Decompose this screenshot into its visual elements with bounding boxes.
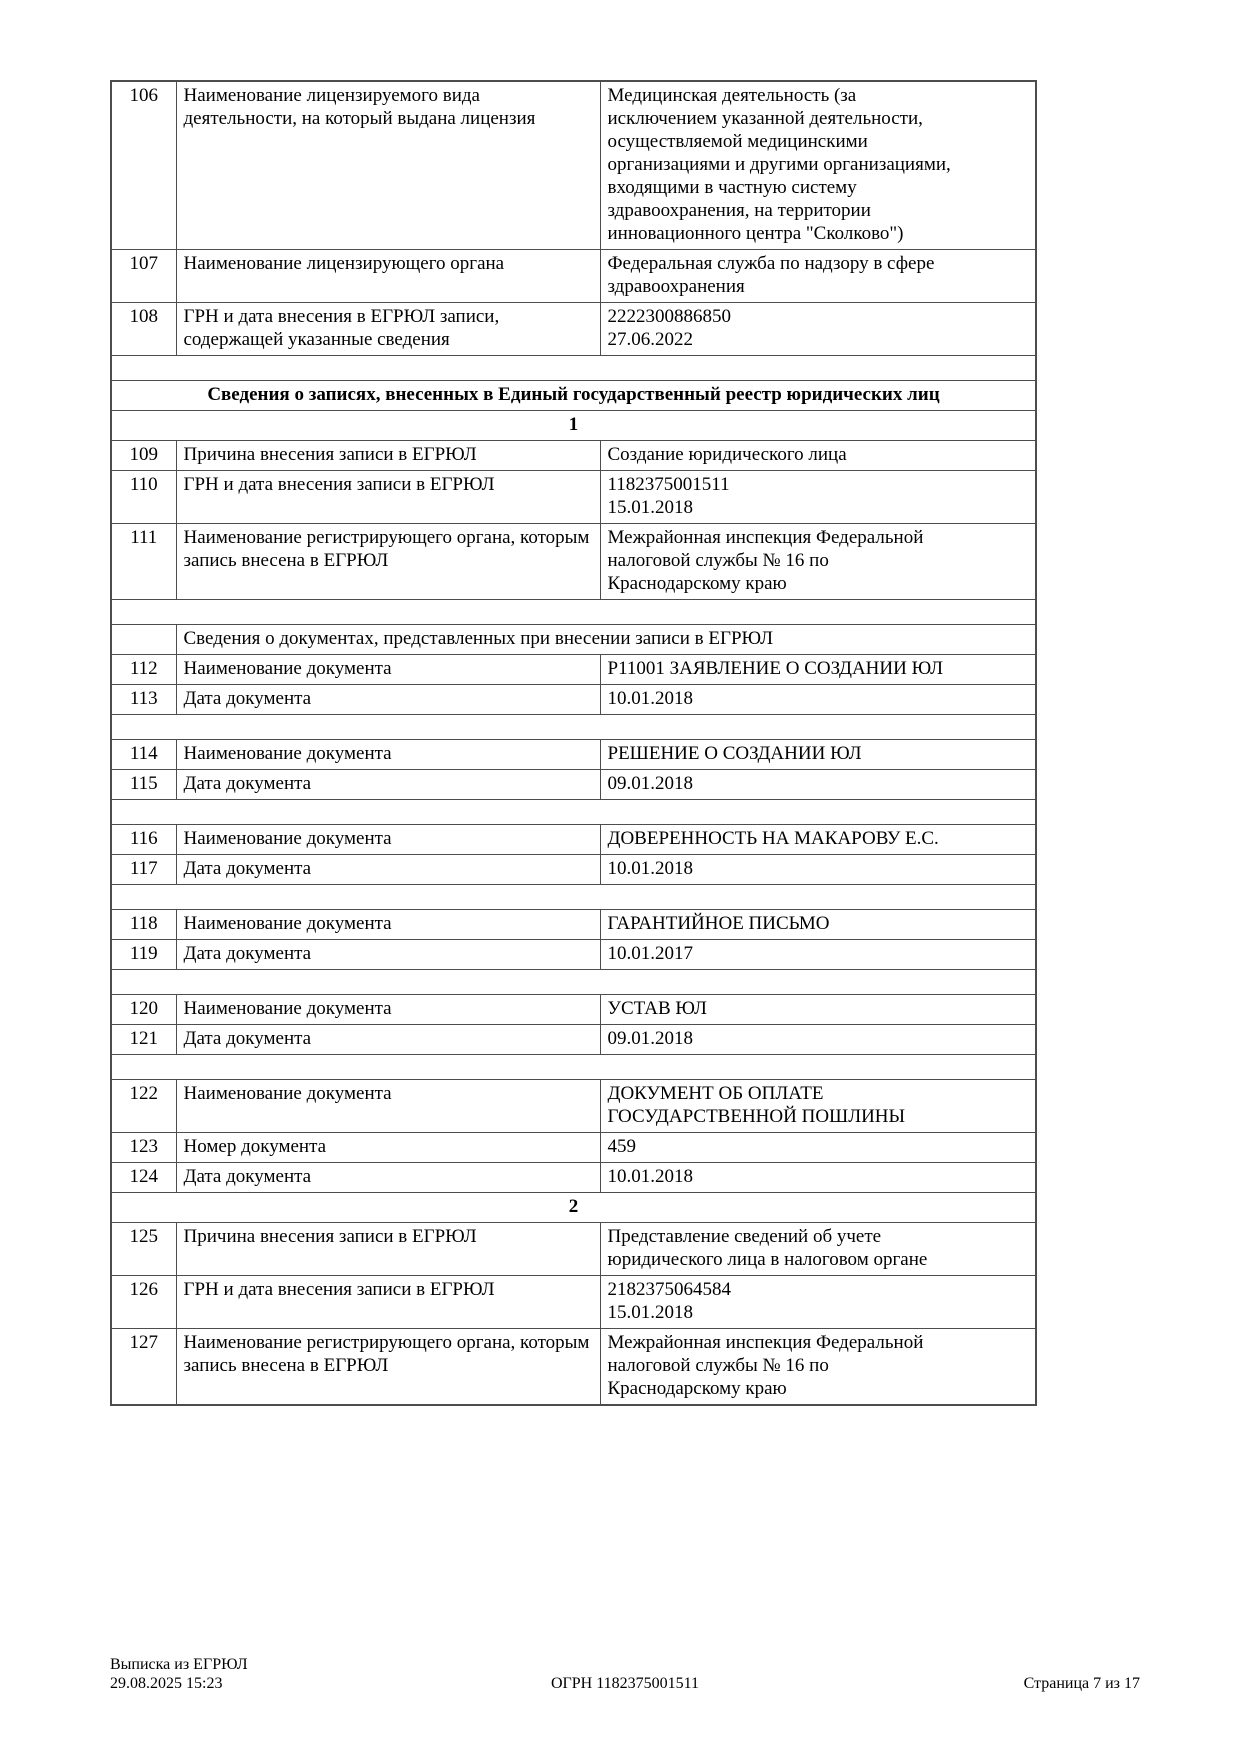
row-number: 123 <box>111 1133 176 1163</box>
row-value: Межрайонная инспекция Федеральной налоговой службы № 16 по Краснодарскому краю <box>600 1329 1036 1406</box>
data-row <box>111 1163 1036 1193</box>
spacer-row <box>111 600 1036 625</box>
row-value: 10.01.2018 <box>600 1163 1036 1193</box>
data-row <box>111 855 1036 885</box>
row-number: 126 <box>111 1276 176 1329</box>
egrul-table-body <box>111 81 1036 1405</box>
row-label: Дата документа <box>176 855 600 885</box>
spacer-row <box>111 1055 1036 1080</box>
group-number: 2 <box>111 1193 1036 1223</box>
data-row <box>111 685 1036 715</box>
spacer-cell <box>111 600 1036 625</box>
row-number: 118 <box>111 910 176 940</box>
row-label: ГРН и дата внесения в ЕГРЮЛ записи, содержащей указанные сведения <box>176 303 600 356</box>
row-label: Дата документа <box>176 685 600 715</box>
row-value: ДОКУМЕНТ ОБ ОПЛАТЕ ГОСУДАРСТВЕННОЙ ПОШЛИНЫ <box>600 1080 1036 1133</box>
spacer-cell <box>111 800 1036 825</box>
row-value: 09.01.2018 <box>600 1025 1036 1055</box>
data-row <box>111 995 1036 1025</box>
row-number: 116 <box>111 825 176 855</box>
row-number: 121 <box>111 1025 176 1055</box>
row-value: 09.01.2018 <box>600 770 1036 800</box>
data-row <box>111 524 1036 600</box>
row-number: 127 <box>111 1329 176 1406</box>
subsection-row <box>111 625 1036 655</box>
group-row <box>111 411 1036 441</box>
row-value: Р11001 ЗАЯВЛЕНИЕ О СОЗДАНИИ ЮЛ <box>600 655 1036 685</box>
row-number: 117 <box>111 855 176 885</box>
row-number: 122 <box>111 1080 176 1133</box>
section-row <box>111 381 1036 411</box>
row-number: 108 <box>111 303 176 356</box>
row-label: Наименование документа <box>176 655 600 685</box>
row-label: Дата документа <box>176 770 600 800</box>
row-value: 10.01.2018 <box>600 685 1036 715</box>
row-label: Наименование документа <box>176 825 600 855</box>
row-number: 110 <box>111 471 176 524</box>
data-row <box>111 303 1036 356</box>
row-label: Причина внесения записи в ЕГРЮЛ <box>176 441 600 471</box>
data-row <box>111 940 1036 970</box>
row-number: 112 <box>111 655 176 685</box>
row-label: ГРН и дата внесения записи в ЕГРЮЛ <box>176 1276 600 1329</box>
row-label: Наименование документа <box>176 740 600 770</box>
data-row <box>111 1025 1036 1055</box>
row-label: Дата документа <box>176 1025 600 1055</box>
row-label: Дата документа <box>176 1163 600 1193</box>
row-label: Наименование лицензируемого вида деятельности, на который выдана лицензия <box>176 81 600 250</box>
row-number: 119 <box>111 940 176 970</box>
row-number: 106 <box>111 81 176 250</box>
footer-left-block <box>110 1655 248 1693</box>
data-row <box>111 655 1036 685</box>
group-number: 1 <box>111 411 1036 441</box>
egrul-table <box>110 80 1037 1406</box>
row-value: Федеральная служба по надзору в сфере здравоохранения <box>600 250 1036 303</box>
data-row <box>111 441 1036 471</box>
row-number: 125 <box>111 1223 176 1276</box>
spacer-row <box>111 885 1036 910</box>
subsection-title: Сведения о документах, представленных при внесении записи в ЕГРЮЛ <box>176 625 1036 655</box>
row-value: Представление сведений об учете юридического лица в налоговом органе <box>600 1223 1036 1276</box>
data-row <box>111 1133 1036 1163</box>
row-number: 114 <box>111 740 176 770</box>
footer-datetime: 29.08.2025 15:23 <box>110 1675 223 1692</box>
spacer-cell <box>111 715 1036 740</box>
data-row <box>111 770 1036 800</box>
data-row <box>111 1329 1036 1406</box>
footer-ogrn: ОГРН 1182375001511 <box>550 1675 700 1692</box>
row-label: Наименование документа <box>176 910 600 940</box>
row-number: 111 <box>111 524 176 600</box>
row-value: Создание юридического лица <box>600 441 1036 471</box>
spacer-cell <box>111 1055 1036 1080</box>
spacer-row <box>111 800 1036 825</box>
row-value: ДОВЕРЕННОСТЬ НА МАКАРОВУ Е.С. <box>600 825 1036 855</box>
spacer-cell <box>111 885 1036 910</box>
row-number: 109 <box>111 441 176 471</box>
data-row <box>111 825 1036 855</box>
row-label: Номер документа <box>176 1133 600 1163</box>
row-value: 2182375064584 15.01.2018 <box>600 1276 1036 1329</box>
footer-page-info: Страница 7 из 17 <box>1023 1675 1140 1692</box>
row-label: Наименование документа <box>176 995 600 1025</box>
spacer-cell <box>111 356 1036 381</box>
row-label: Наименование документа <box>176 1080 600 1133</box>
data-row <box>111 81 1036 250</box>
row-number: 124 <box>111 1163 176 1193</box>
footer <box>110 1655 1140 1715</box>
row-value: 10.01.2017 <box>600 940 1036 970</box>
row-number: 107 <box>111 250 176 303</box>
row-value: 1182375001511 15.01.2018 <box>600 471 1036 524</box>
spacer-row <box>111 356 1036 381</box>
row-label: Наименование регистрирующего органа, которым запись внесена в ЕГРЮЛ <box>176 1329 600 1406</box>
data-row <box>111 471 1036 524</box>
row-value: 459 <box>600 1133 1036 1163</box>
row-label: Причина внесения записи в ЕГРЮЛ <box>176 1223 600 1276</box>
row-label: ГРН и дата внесения записи в ЕГРЮЛ <box>176 471 600 524</box>
row-value: РЕШЕНИЕ О СОЗДАНИИ ЮЛ <box>600 740 1036 770</box>
row-number: 113 <box>111 685 176 715</box>
footer-doc-type: Выписка из ЕГРЮЛ <box>110 1656 248 1673</box>
row-number: 115 <box>111 770 176 800</box>
row-value: Межрайонная инспекция Федеральной налоговой службы № 16 по Краснодарскому краю <box>600 524 1036 600</box>
row-value: УСТАВ ЮЛ <box>600 995 1036 1025</box>
row-label: Наименование лицензирующего органа <box>176 250 600 303</box>
data-row <box>111 1276 1036 1329</box>
row-value: ГАРАНТИЙНОЕ ПИСЬМО <box>600 910 1036 940</box>
row-value: 2222300886850 27.06.2022 <box>600 303 1036 356</box>
group-row <box>111 1193 1036 1223</box>
data-row <box>111 910 1036 940</box>
row-number: 120 <box>111 995 176 1025</box>
data-row <box>111 1080 1036 1133</box>
row-label: Наименование регистрирующего органа, которым запись внесена в ЕГРЮЛ <box>176 524 600 600</box>
row-value: Медицинская деятельность (за исключением указанной деятельности, осуществляемой медицинскими организациями и другими организациями, входящими в частную систему здравоохранения, на территории инновационного центра "Сколково") <box>600 81 1036 250</box>
data-row <box>111 250 1036 303</box>
data-row <box>111 1223 1036 1276</box>
data-row <box>111 740 1036 770</box>
row-label: Дата документа <box>176 940 600 970</box>
row-value: 10.01.2018 <box>600 855 1036 885</box>
row-number-empty <box>111 625 176 655</box>
spacer-cell <box>111 970 1036 995</box>
section-title: Сведения о записях, внесенных в Единый государственный реестр юридических лиц <box>111 381 1036 411</box>
spacer-row <box>111 970 1036 995</box>
spacer-row <box>111 715 1036 740</box>
